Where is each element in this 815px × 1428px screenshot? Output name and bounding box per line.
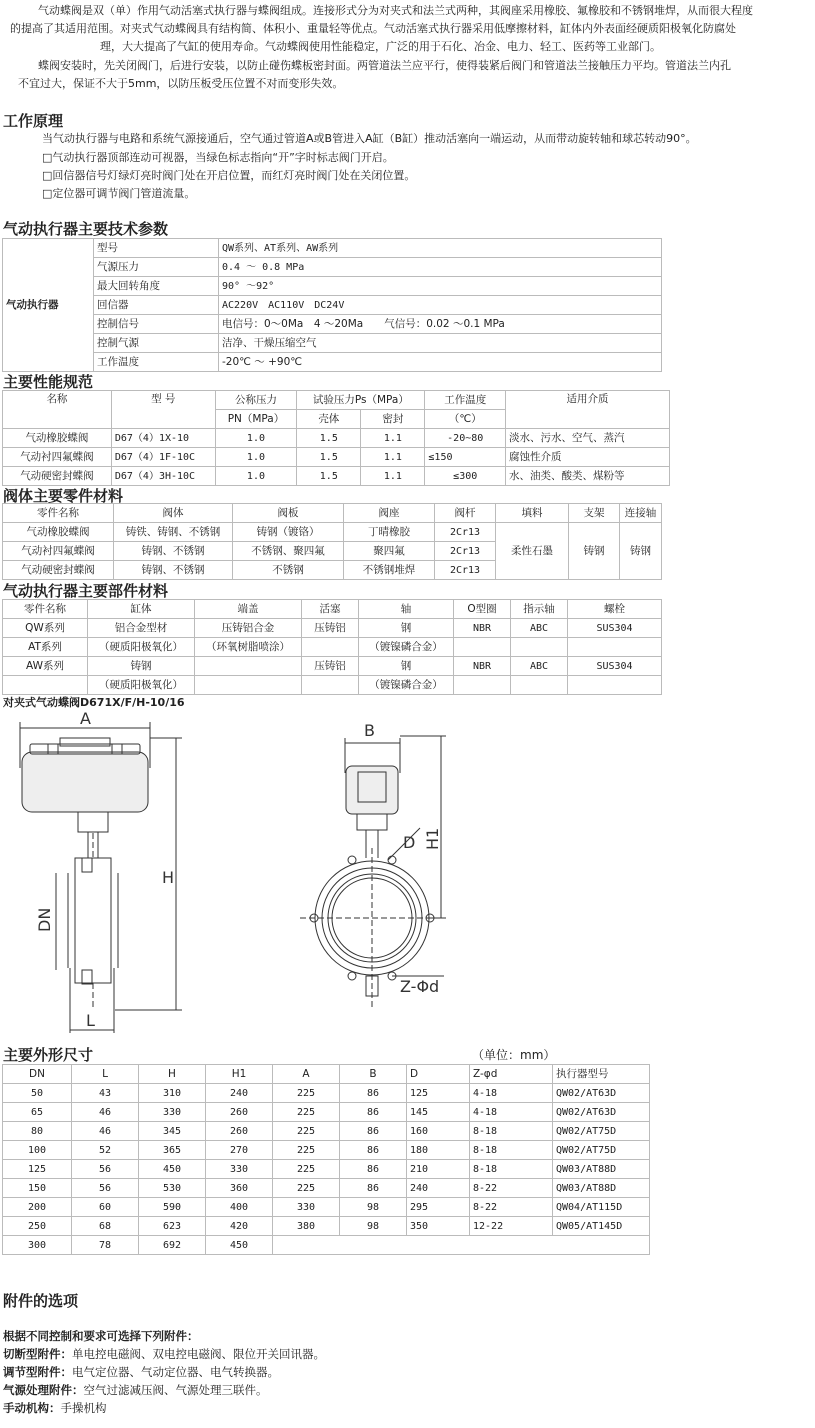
label-H1: H1 [423,827,442,850]
table-row: （硬质阳极氧化） （镀镍磷合金） [3,676,662,695]
table-row: 50 43 310 240 225 86 125 4-18 QW02/AT63D [3,1084,650,1103]
table-row: 控制信号 电信号：0～0Ma 4 ～20Ma 气信号：0.02 ～0.1 MPa [3,315,662,334]
table-row: 150 56 530 360 225 86 240 8-22 QW03/AT88D [3,1179,650,1198]
table-row: 250 68 623 420 380 98 350 12-22 QW05/AT145D [3,1217,650,1236]
table-row: AT系列 （硬质阳极氧化） （环氧树脂喷涂） （镀镍磷合金） [3,638,662,657]
table-row: 气动硬密封蝶阀 铸钢、不锈钢 不锈钢 不锈钢堆焊 2Cr13 [3,561,662,580]
intro-line: 理，大大提高了气缸的使用寿命。气动蝶阀使用性能稳定，广泛的用于石化、冶金、电力、轻工、医药等工业部门。 [100,40,661,53]
accessories-intro: 根据不同控制和要求可选择下列附件： [3,1329,199,1343]
principle-line: □气动执行器顶部连动可视器，当绿色标志指向“开”字时标志阀门开启。 [42,151,394,164]
table-row: 300 78 692 450 [3,1236,650,1255]
intro-line: 气动蝶阀是双（单）作用气动活塞式执行器与蝶阀组成。连接形式分为对夹式和法兰式两种，其阀座采用橡胶、氟橡胶和不锈钢堆焊，从而很大程度 [38,4,753,17]
principle-line: □定位器可调节阀门管道流量。 [42,187,196,200]
table-row: 125 56 450 330 225 86 210 8-18 QW03/AT88D [3,1160,650,1179]
label-A: A [80,709,91,728]
section-title-actuator-params: 气动执行器主要技术参数 [3,220,169,238]
table-row: 最大回转角度 90° ～92° [3,277,662,296]
label-D: D [403,833,416,852]
section-title-performance: 主要性能规范 [3,373,94,391]
label-H: H [162,868,175,887]
section-title-actuator-materials: 气动执行器主要部件材料 [3,582,169,600]
table-row: 气动硬密封蝶阀 D67（4）3H-10C 1.0 1.5 1.1 ≤300 水、油类、酸类、煤粉等 [3,467,670,486]
table-row: 气动衬四氟蝶阀 D67（4）1F-10C 1.0 1.5 1.1 ≤150 腐蚀性介质 [3,448,670,467]
section-title-dimensions: 主要外形尺寸 [3,1046,94,1064]
label-DN: DN [35,907,54,932]
table-row: 200 60 590 400 330 98 295 8-22 QW04/AT115D [3,1198,650,1217]
table-row: 气动执行器 型号 QW系列、AT系列、AW系列 [3,239,662,258]
valve-materials-table [2,503,662,580]
section-title-principle: 工作原理 [3,112,64,130]
principle-line: □回信器信号灯绿灯亮时阀门处在开启位置，而红灯亮时阀门处在关闭位置。 [42,169,416,182]
front-view [300,736,446,1008]
table-row: 气动衬四氟蝶阀 铸钢、不锈钢 不锈钢、聚四氟 聚四氟 2Cr13 [3,542,662,561]
table-header-row: 零件名称 缸体 端盖 活塞 轴 O型圈 指示轴 螺栓 [3,600,662,619]
actuator-materials-table [2,599,662,695]
label-B: B [364,721,375,740]
table-row: 气动橡胶蝶阀 D67（4）1X-10 1.0 1.5 1.1 -20~80 淡水、污水、空气、蒸汽 [3,429,670,448]
table-row: 气源压力 0.4 ～ 0.8 MPa [3,258,662,277]
accessory-item: 切断型附件：单电控电磁阀、双电控电磁阀、限位开关回讯器。 [3,1347,325,1361]
intro-line: 蝶阀安装时，先关闭阀门，后进行安装，以防止碰伤蝶板密封面。两管道法兰应平行，使得装紧后阀门和管道法兰接触压力平均。管道法兰内孔 [38,59,731,72]
table-header-row: DN L H H1 A B D Z-φd 执行器型号 [3,1065,650,1084]
side-view [20,722,182,1033]
intro-line: 的提高了其适用范围。对夹式气动蝶阀具有结构简、体积小、重量轻等优点。气动活塞式执行器采用低摩擦材料，缸体内外表面经硬质阳极氧化防腐处 [10,22,736,35]
table-row: 100 52 365 270 225 86 180 8-18 QW02/AT75D [3,1141,650,1160]
table-row: 回信器 AC220V AC110V DC24V [3,296,662,315]
table-row: AW系列 铸钢 压铸铝 钢 NBR ABC SUS304 [3,657,662,676]
label-L: L [86,1011,95,1030]
principle-line: 当气动执行器与电路和系统气源接通后，空气通过管道A或B管进入A缸（B缸）推动活塞向一端运动，从而带动旋转轴和球芯转动90°。 [42,132,697,145]
table-row: 气动橡胶蝶阀 铸铁、铸钢、不锈钢 铸钢（镀铬） 丁晴橡胶 2Cr13 柔性石墨 铸钢 铸钢 [3,523,662,542]
table-header-row: 零件名称 阀体 阀板 阀座 阀杆 填料 支架 连接轴 [3,504,662,523]
drawing-caption: 对夹式气动蝶阀D671X/F/H-10/16 [3,696,185,709]
table-row: 65 46 330 260 225 86 145 4-18 QW02/AT63D [3,1103,650,1122]
table-row: 控制气源 洁净、干燥压缩空气 [3,334,662,353]
section-title-accessories: 附件的选项 [3,1292,79,1310]
table-header-row: PN（MPa） 壳体 密封 （℃） [3,410,670,429]
actuator-params-table [2,238,662,372]
accessory-item: 手动机构：手操机构 [3,1401,107,1415]
performance-table [2,390,670,486]
intro-line: 不宜过大，保证不大于5mm，以防压板受压位置不对而变形失效。 [18,77,344,90]
section-title-valve-materials: 阀体主要零件材料 [3,487,124,505]
group-cell: 气动执行器 [3,239,94,372]
label-Zd: Z-Φd [400,977,440,996]
unit-note: （单位：mm） [472,1048,556,1062]
table-row: QW系列 铝合金型材 压铸铝合金 压铸铝 钢 NBR ABC SUS304 [3,619,662,638]
accessory-item: 调节型附件：电气定位器、气动定位器、电气转换器。 [3,1365,279,1379]
butterfly-valve-drawing [0,708,470,1043]
dimensions-table [2,1064,650,1255]
table-header-row: 名称 型 号 公称压力 试验压力Ps（MPa） 工作温度 适用介质 [3,391,670,410]
table-row: 工作温度 -20℃ ～ +90℃ [3,353,662,372]
table-row: 80 46 345 260 225 86 160 8-18 QW02/AT75D [3,1122,650,1141]
accessory-item: 气源处理附件：空气过滤减压阀、气源处理三联件。 [3,1383,268,1397]
